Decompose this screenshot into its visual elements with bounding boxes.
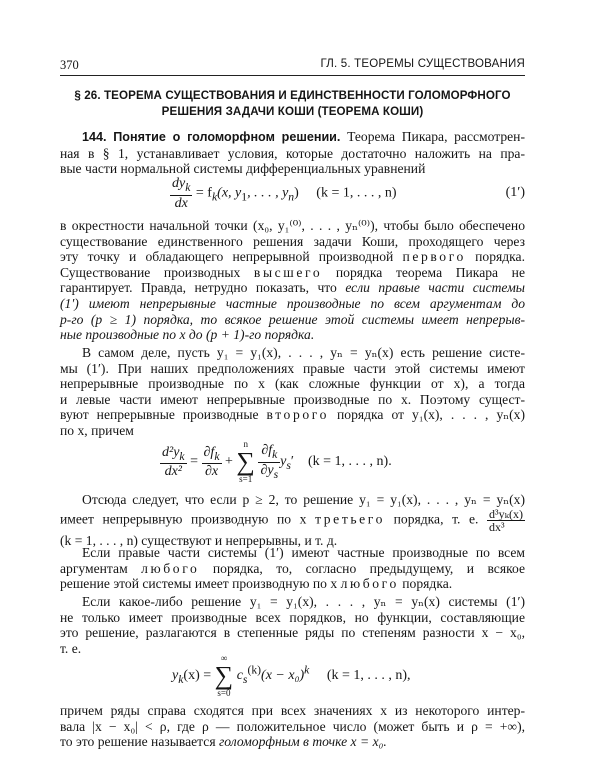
text-line: мы (1′). При наших предположениях правые части этой системы имеют: [60, 360, 525, 376]
equation-range: (k = 1, . . . , n),: [326, 668, 411, 684]
spaced-text: любого: [340, 576, 399, 592]
math-text: dx²: [164, 464, 183, 480]
spaced-text: первого: [402, 249, 466, 265]
text-line: не только имеет производные всех порядков, но функции, составляющие: [60, 609, 525, 625]
text-line: [60, 407, 525, 423]
sum-upper: ∞: [220, 653, 228, 663]
sum-lower: s=0: [217, 688, 231, 698]
text-line: [60, 249, 525, 265]
partial-fraction-x: [202, 445, 222, 480]
text-span: порядка.: [402, 576, 453, 592]
sum-upper: n: [243, 439, 248, 449]
italic-text: если правые части системы: [345, 280, 525, 296]
running-header: [60, 56, 525, 76]
derivative-fraction: [170, 176, 192, 211]
text-line: В самом деле, пусть y₁ = y₁(x), . . . , yₙ = yₙ(x) есть решение систе-: [82, 345, 525, 360]
math-text: ∂f: [203, 444, 215, 460]
math-text: dx: [174, 195, 188, 211]
header-rule: [60, 75, 525, 76]
math-text: ′: [290, 454, 294, 470]
text-span: эту точку и обладающего непрерывной производной: [60, 249, 394, 265]
section-title-line-1: § 26. ТЕОРЕМА СУЩЕСТВОВАНИЯ И ЕДИНСТВЕННОСТИ ГОЛОМОРФНОГО: [74, 89, 511, 102]
sum-operator: [215, 654, 234, 698]
math-sub: s: [286, 459, 291, 473]
math-text: y: [172, 668, 179, 684]
math-text: , . . . , y: [247, 185, 289, 201]
fraction-numerator: [160, 445, 187, 465]
math-text: (x, y: [217, 185, 242, 201]
page-number: 370: [60, 58, 79, 72]
math-text: (x − x₀): [261, 668, 305, 684]
math-sub: k: [211, 190, 218, 204]
equation-range: (k = 1, . . . , n).: [307, 454, 392, 470]
text-span: порядка, то, согласно предыдущему, и всякое: [212, 560, 526, 576]
equation-1-body: [170, 176, 397, 211]
section-title: [60, 88, 525, 120]
spaced-text: второго: [266, 407, 329, 423]
math-sup: k: [304, 663, 310, 677]
equation-3: [60, 654, 525, 698]
paragraph-proof: [60, 345, 525, 439]
sum-symbol: ∑: [214, 661, 234, 690]
fraction-numerator: [202, 445, 222, 465]
text-line: Если правые части системы (1′) имеют частные производные по всем: [82, 545, 525, 560]
fraction-denominator: [170, 196, 192, 211]
text-span: Теорема Пикара, рассмотрен-: [347, 129, 525, 144]
math-text: ∂x: [204, 464, 219, 480]
math-sup: (k): [247, 663, 262, 677]
math-sub: n: [288, 190, 295, 204]
text-line: причем ряды справа сходятся при всех значениях x из некоторого интер-: [60, 703, 525, 718]
equation-3-body: [172, 654, 411, 698]
math-text: ): [294, 185, 299, 201]
math-text: c: [236, 668, 243, 684]
paragraph-picard: [60, 218, 525, 343]
text-line: в окрестности начальной точки (x₀, y₁⁽⁰⁾, . . . , yₙ⁽⁰⁾), чтобы было обеспечено: [60, 218, 525, 233]
text-line: т. е.: [60, 640, 82, 656]
math-text: +: [225, 454, 233, 470]
equation-1: [60, 176, 525, 212]
text-line: [60, 734, 525, 750]
paragraph-holomorphic: [60, 703, 525, 750]
subsection-heading: 144. Понятие о голоморфном решении.: [82, 130, 341, 144]
text-span: то это решение называется: [60, 734, 216, 750]
text-line: [60, 576, 525, 592]
text-line: [60, 561, 525, 577]
fraction-numerator: [170, 176, 192, 196]
partial-fraction-y: [258, 443, 280, 482]
math-text: dy: [172, 176, 186, 191]
italic-text: ные производные по x до (p + 1)-го порядка.: [60, 327, 315, 343]
text-line: существование единственного решения задачи Коши, проходящего через: [60, 233, 525, 249]
paragraph-any-order: [60, 545, 525, 592]
paragraph-intro: [60, 129, 525, 177]
math-sub: k: [178, 673, 184, 687]
math-sub: k: [179, 449, 185, 463]
fraction-numerator: [258, 443, 280, 463]
italic-text: голоморфным в точке x = x₀.: [218, 734, 387, 750]
text-line: Отсюда следует, что если p ≥ 2, то решение y₁ = y₁(x), . . . , yₙ = yₙ(x): [82, 492, 525, 507]
sum-lower: s=1: [239, 474, 253, 484]
text-span: гарантирует. Правда, нетрудно показать, что: [60, 280, 337, 296]
text-line: это решение, разлагаются в степенные ряды по степеням разности x − x₀,: [60, 625, 525, 641]
text-span: порядка, т. е.: [393, 511, 479, 527]
math-sub: 1: [241, 190, 248, 204]
math-sub: k: [214, 449, 220, 463]
text-span: аргументам: [60, 560, 128, 576]
sum-symbol: ∑: [236, 447, 255, 476]
text-line: [60, 280, 525, 296]
math-text: y: [280, 454, 287, 470]
text-line: и левые части имеют непрерывные производные по x. Поэтому сущест-: [60, 391, 525, 407]
text-span: Существование производных: [60, 264, 241, 280]
math-sub: s: [273, 467, 279, 481]
text-span: решение этой системы имеет производную по x: [60, 576, 338, 592]
chapter-title: ГЛ. 5. ТЕОРЕМЫ СУЩЕСТВОВАНИЯ: [320, 58, 525, 70]
equation-2: [60, 440, 525, 490]
section-title-line-2: РЕШЕНИЯ ЗАДАЧИ КОШИ (ТЕОРЕМА КОШИ): [161, 105, 424, 118]
math-text: = f: [195, 185, 212, 201]
text-line: (k = 1, . . . , n) существуют и непрерывны, и т. д.: [60, 532, 338, 548]
fraction-denominator: [160, 464, 187, 479]
math-sub: k: [185, 180, 191, 194]
math-text: (x) =: [183, 668, 212, 684]
text-span: имеет непрерывную производную по x: [60, 511, 307, 527]
math-sub: k: [272, 447, 278, 461]
text-span: порядка.: [475, 249, 525, 265]
third-derivative-fraction: [487, 508, 525, 533]
sum-operator: [236, 440, 255, 484]
text-line: вые части нормальной системы дифференциальных уравнений: [60, 161, 426, 177]
math-text: ∂f: [261, 442, 273, 458]
text-span: вуют непрерывные производные: [60, 407, 259, 423]
equation-range: (k = 1, . . . , n): [316, 185, 397, 201]
spaced-text: третьего: [315, 511, 386, 527]
fraction-numerator: d³yₖ(x): [489, 506, 523, 521]
text-line: Если какое-либо решение y₁ = y₁(x), . . . , yₙ = yₙ(x) системы (1′): [82, 594, 525, 609]
italic-text: p-го (p ≥ 1) порядка, то всякое решение этой системы имеет непрерыв-: [60, 311, 525, 327]
text-line: вала |x − x₀| < ρ, где ρ — положительное число (может быть и ρ = +∞),: [60, 718, 525, 734]
spaced-text: любого: [141, 560, 200, 576]
text-line: по x, причем: [60, 422, 134, 438]
text-line: [60, 296, 525, 312]
text-line: [60, 508, 525, 533]
fraction-denominator: [202, 464, 222, 479]
second-derivative-fraction: [160, 445, 187, 480]
text-line: ная в § 1, устанавливает условия, которые достаточно наложить на пра-: [60, 145, 525, 161]
fraction-denominator: dx³: [489, 519, 505, 534]
math-sub: s: [242, 673, 248, 687]
italic-text: (1′) имеют непрерывные частные производные по всем аргументам до: [60, 295, 525, 311]
math-text: d²y: [162, 444, 180, 460]
text-span: порядка от y₁(x), . . . , yₙ(x): [337, 407, 525, 423]
text-line: непрерывные производные по x (как сложные функции от x), а тогда: [60, 376, 525, 392]
text-line: [60, 129, 525, 146]
text-line: [60, 265, 525, 281]
spaced-text: высшего: [253, 264, 323, 280]
math-text: ∂y: [260, 462, 274, 478]
equation-2-body: $\frac{d^2y_k}{\text{dx²}}$ = $\frac{\partial f_k}{\partial x}$ + n ∑ s=1 $\frac{\partial f_k}{\partial y_s}$ $y_s'$ (k = 1, . . . , n).: [162, 439, 392, 484]
fraction-denominator: [258, 463, 280, 482]
text-span: порядка теорема Пикара не: [335, 264, 525, 280]
text-line: [60, 327, 525, 343]
paragraph-power-series: [60, 594, 525, 656]
text-line: [60, 312, 525, 328]
equation-label: (1′): [505, 185, 525, 200]
paragraph-third-order: [60, 492, 525, 548]
